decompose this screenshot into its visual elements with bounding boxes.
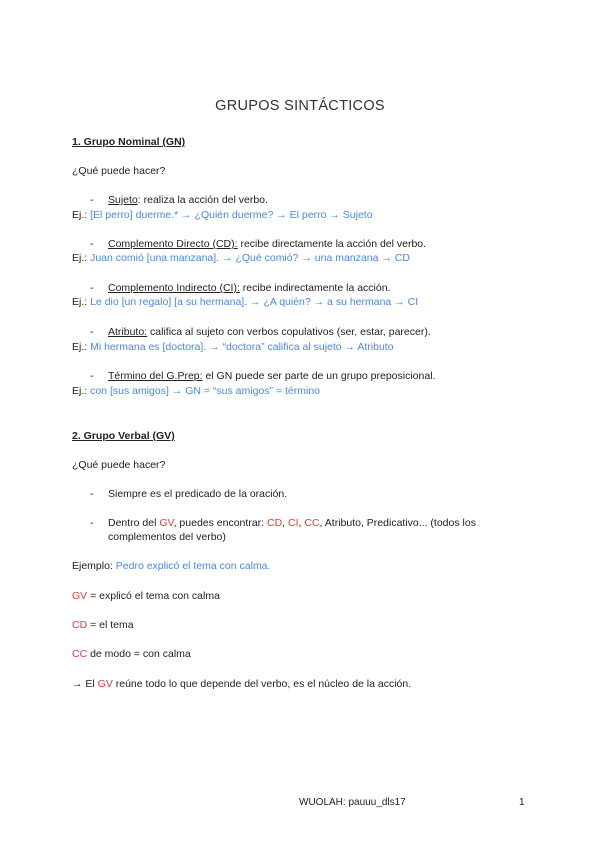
example-line (72, 560, 270, 572)
line-text: de modo = con calma (87, 648, 191, 660)
tag-gv: GV (72, 590, 88, 602)
tag-cc: CC (72, 648, 88, 660)
section-heading-gv: 2. Grupo Verbal (GV) (72, 430, 175, 442)
list-item: - Atributo: califica al sujeto con verbos copulativos (ser, estar, parecer). (90, 326, 431, 338)
tag-cd: CD (267, 517, 283, 529)
summary-line (72, 678, 411, 690)
tag-ci: CI (288, 517, 299, 529)
footer-source: WUOLAH: pauuu_dls17 (299, 797, 406, 808)
bullet-text: , puedes encontrar: (173, 517, 267, 529)
list-item: - Dentro del GV, puedes encontrar: CD, CI, CC, Atributo, Predicativo... (todos los (90, 517, 476, 529)
term-description: recibe directamente la acción del verbo. (237, 238, 427, 250)
list-item: - Término del G.Prep: el GN puede ser parte de un grupo preposicional. (90, 370, 436, 382)
cd-line (72, 619, 134, 631)
bullet-text: Siempre es el predicado de la oración. (108, 488, 288, 500)
bullet-continuation: complementos del verbo) (108, 531, 226, 543)
example-text: con [sus amigos] → GN = “sus amigos” = término (90, 385, 321, 397)
list-item: - Complemento Directo (CD): recibe directamente la acción del verbo. (90, 238, 427, 250)
term: Término del G.Prep: (108, 370, 203, 382)
example-label: Ej.: (72, 252, 91, 264)
section-heading-gn: 1. Grupo Nominal (GN) (72, 136, 186, 148)
separator: , (282, 517, 289, 529)
example-line (72, 385, 320, 397)
bullet-text: , Atributo, Predicativo... (todos los (319, 517, 476, 529)
separator: , (298, 517, 305, 529)
tag-cd: CD (72, 619, 88, 631)
term: Complemento Indirecto (CI): (108, 282, 240, 294)
term-description: recibe indirectamente la acción. (239, 282, 391, 294)
page-number: 1 (519, 797, 525, 808)
example-label: Ej.: (72, 209, 91, 221)
example-label: Ej.: (72, 296, 91, 308)
gn-question: ¿Qué puede hacer? (72, 165, 166, 177)
bullet-text: Dentro del (108, 517, 160, 529)
example-line (72, 252, 410, 264)
gv-line (72, 590, 220, 602)
example-line (72, 296, 418, 308)
example-text: Le dio [un regalo] [a su hermana]. → ¿A quién? → a su hermana → CI (90, 296, 419, 308)
summary-text: reúne todo lo que depende del verbo, es el núcleo de la acción. (112, 678, 412, 690)
list-item: - Siempre es el predicado de la oración. (90, 488, 288, 500)
example-text: Mi hermana es [doctora]. → “doctora” califica al sujeto → Atributo (90, 341, 394, 353)
summary-text: → El (72, 678, 98, 690)
term: Sujeto (108, 194, 138, 206)
example-label: Ejemplo: (72, 560, 116, 572)
example-line (72, 209, 373, 221)
list-item: - Complemento Indirecto (CI): recibe indirectamente la acción. (90, 282, 391, 294)
example-text: [El perro] duerme.* → ¿Quién duerme? → El perro → Sujeto (90, 209, 373, 221)
example-text: Juan comió [una manzana]. → ¿Qué comió? → una manzana → CD (90, 252, 410, 264)
line-text: = explicó el tema con calma (87, 590, 220, 602)
line-text: = el tema (87, 619, 134, 631)
tag-gv: GV (97, 678, 113, 690)
example-label: Ej.: (72, 385, 91, 397)
tag-gv: GV (159, 517, 174, 529)
term-description: : realiza la acción del verbo. (137, 194, 268, 206)
page-title: GRUPOS SINTÁCTICOS (215, 98, 385, 114)
term-description: califica al sujeto con verbos copulativos (ser, estar, parecer). (147, 326, 431, 338)
term: Atributo: (108, 326, 148, 338)
example-line (72, 341, 394, 353)
term: Complemento Directo (CD): (108, 238, 238, 250)
term-description: el GN puede ser parte de un grupo preposicional. (202, 370, 436, 382)
tag-cc: CC (304, 517, 320, 529)
cc-line (72, 648, 191, 660)
example-label: Ej.: (72, 341, 91, 353)
list-item: - Sujeto: realiza la acción del verbo. (90, 194, 268, 206)
example-text: Pedro explicó el tema con calma. (115, 560, 271, 572)
gv-question: ¿Qué puede hacer? (72, 459, 166, 471)
